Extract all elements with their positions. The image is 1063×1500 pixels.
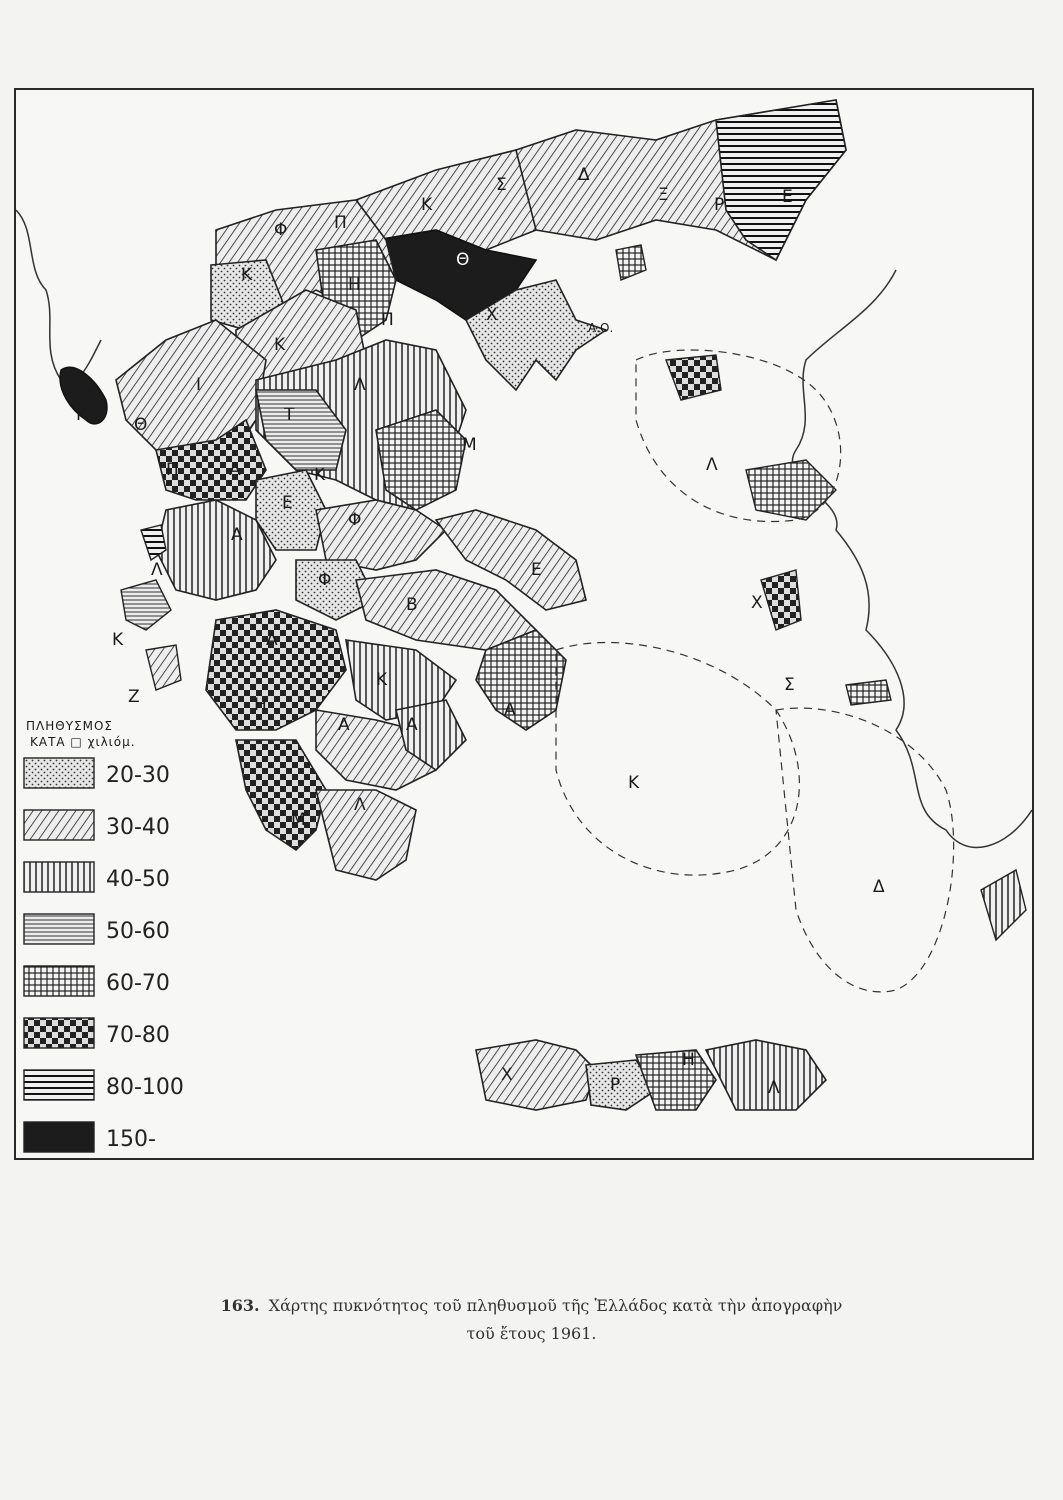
- kefallinia-island: [121, 580, 171, 630]
- label-chios: Χ: [751, 593, 763, 613]
- label-dodekanisa: Δ: [873, 877, 885, 897]
- label-evvoia: Ε: [531, 560, 542, 580]
- legend-label-5: 60-70: [106, 971, 170, 996]
- irakleio-region: [636, 1050, 716, 1110]
- label-argolida: Α: [406, 715, 418, 735]
- legend-swatch-5: [24, 966, 94, 996]
- legend-subtitle: ΚΑΤΑ □ χιλιόμ.: [30, 735, 136, 749]
- legend-label-4: 50-60: [106, 919, 170, 944]
- dashed-boundary-dodecanese: [776, 708, 954, 992]
- rodos-island: [981, 870, 1026, 940]
- lakonia-region: [316, 790, 416, 880]
- label-kastoria: Κ: [241, 265, 253, 285]
- label-arkadia: Α: [338, 715, 350, 735]
- label-florina: Φ: [274, 220, 288, 240]
- label-kerkyra: Κ: [76, 405, 88, 425]
- label-fthiotida: Φ: [348, 510, 362, 530]
- label-agion-oros: Α.Ο.: [588, 321, 614, 335]
- caption-text-1: Χάρτης πυκνότητος τοῦ πληθυσμοῦ τῆς Ἑλλάδος κατὰ τὴν ἀπογραφὴν: [268, 1296, 843, 1315]
- label-kozani: Κ: [274, 335, 286, 355]
- label-rethymno: Ρ: [610, 1075, 621, 1095]
- label-thesprotia: Θ: [134, 415, 148, 435]
- lesvos-island: [746, 460, 836, 520]
- label-evrytania: Ε: [282, 493, 293, 513]
- legend-label-2: 30-40: [106, 815, 170, 840]
- label-samos: Σ: [784, 675, 795, 695]
- label-serres: Σ: [496, 175, 507, 195]
- legend-title: ΠΛΗΘΥΣΜΟΣ: [26, 719, 113, 733]
- label-larisa: Λ: [354, 375, 366, 395]
- chios-island: [761, 570, 801, 630]
- label-fokida: Φ: [318, 570, 332, 590]
- label-kefallinia: Κ: [112, 630, 124, 650]
- legend-swatch-1: [24, 758, 94, 788]
- label-voiotia: Β: [406, 595, 418, 615]
- samos-island: [846, 680, 891, 705]
- label-zakynthos: Ζ: [128, 687, 140, 707]
- label-korinthia: Κ: [376, 670, 388, 690]
- label-thessaloniki: Θ: [456, 250, 470, 270]
- dashed-boundary-cyclades: [556, 643, 799, 876]
- label-lesvos: Λ: [706, 455, 718, 475]
- label-trikala: Τ: [284, 405, 295, 425]
- label-attiki: Α: [504, 700, 516, 720]
- label-chania: Χ: [501, 1065, 513, 1085]
- lasithi-region: [706, 1040, 826, 1110]
- label-rodopi: Ρ: [714, 195, 725, 215]
- map-frame: [14, 88, 1034, 1160]
- legend-swatch-3: [24, 862, 94, 892]
- label-aitoloakarnania: Α: [231, 525, 243, 545]
- label-imathia: Η: [348, 275, 361, 295]
- legend-swatch-6: [24, 1018, 94, 1048]
- label-messinia: Μ: [291, 810, 306, 830]
- legend-swatch-4: [24, 914, 94, 944]
- label-kyklades: Κ: [628, 773, 640, 793]
- label-irakleio: Η: [682, 1050, 695, 1070]
- thasos-island: [616, 245, 646, 280]
- limnos-island: [666, 355, 721, 400]
- label-xanthi: Ξ: [658, 185, 669, 205]
- label-pella: Π: [334, 213, 347, 233]
- legend: [24, 719, 184, 1152]
- figure-caption: [0, 1292, 1063, 1348]
- label-chalkidiki: Χ: [486, 305, 498, 325]
- label-evros: Ε: [782, 187, 793, 207]
- label-lasithi: Λ: [768, 1078, 780, 1098]
- label-preveza: Π: [166, 460, 179, 480]
- legend-label-7: 80-100: [106, 1075, 184, 1100]
- legend-label-8: 150-: [106, 1127, 156, 1152]
- albania-coastline: [16, 210, 101, 383]
- label-ioannina: Ι: [196, 375, 202, 395]
- caption-line-1: [0, 1292, 1063, 1320]
- chania-region: [476, 1040, 596, 1110]
- turkey-coastline: [792, 270, 1032, 847]
- label-pieria: Π: [381, 310, 394, 330]
- legend-swatch-2: [24, 810, 94, 840]
- population-density-map: [16, 90, 1032, 1158]
- zakynthos-island: [146, 645, 181, 690]
- label-achaia: Α: [266, 630, 278, 650]
- label-kilkis: Κ: [421, 195, 433, 215]
- legend-label-6: 70-80: [106, 1023, 170, 1048]
- label-arta: Α: [229, 460, 241, 480]
- legend-label-3: 40-50: [106, 867, 170, 892]
- label-drama: Δ: [578, 165, 590, 185]
- legend-label-1: 20-30: [106, 763, 170, 788]
- label-karditsa: Κ: [314, 465, 326, 485]
- label-lefkada: Λ: [151, 560, 163, 580]
- caption-number: 163.: [220, 1296, 260, 1315]
- legend-swatch-7: [24, 1070, 94, 1100]
- messinia-region: [236, 740, 326, 850]
- label-ileia: Η: [254, 695, 267, 715]
- caption-line-2: τοῦ ἔτους 1961.: [466, 1324, 597, 1343]
- legend-swatch-8: [24, 1122, 94, 1152]
- label-magnisia: Μ: [462, 435, 477, 455]
- label-lakonia: Λ: [354, 795, 366, 815]
